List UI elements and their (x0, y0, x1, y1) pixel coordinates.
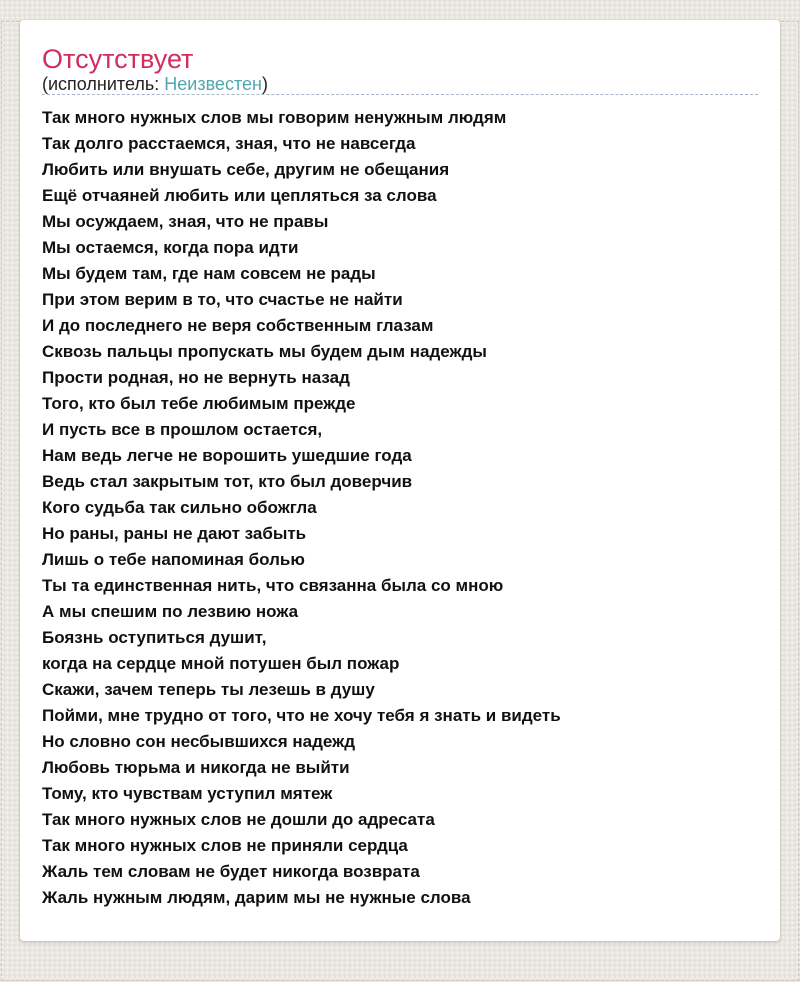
lyric-line: Нам ведь легче не ворошить ушедшие года (42, 446, 412, 465)
lyric-line: Мы будем там, где нам совсем не рады (42, 264, 376, 283)
lyric-line: Но словно сон несбывшихся надежд (42, 732, 355, 751)
lyric-line: Скажи, зачем теперь ты лезешь в душу (42, 680, 375, 699)
lyric-line: А мы спешим по лезвию ножа (42, 602, 299, 621)
lyrics-card (20, 20, 780, 941)
lyric-line: Так долго расстаемся, зная, что не навсегда (42, 134, 416, 153)
lyric-line: Жаль тем словам не будет никогда возврата (42, 862, 420, 881)
artist-label-close: ) (261, 74, 268, 94)
lyric-line: Но раны, раны не дают забыть (42, 524, 307, 543)
lyric-line: Ведь стал закрытым тот, кто был доверчив (42, 472, 413, 491)
lyric-line: когда на сердце мной потушен был пожар (42, 654, 400, 673)
song-header (42, 44, 758, 95)
lyric-line: И до последнего не веря собственным глазам (42, 316, 434, 335)
lyric-line: Мы осуждаем, зная, что не правы (42, 212, 329, 231)
lyric-line: Сквозь пальцы пропускать мы будем дым надежды (42, 342, 487, 361)
lyric-line: Лишь о тебе напоминая болью (42, 550, 305, 569)
lyric-line: Мы остаемся, когда пора идти (42, 238, 299, 257)
lyrics-text (42, 105, 758, 911)
lyric-line: Ты та единственная нить, что связанна была со мною (42, 576, 504, 595)
lyric-line: При этом верим в то, что счастье не найти (42, 290, 403, 309)
lyric-line: Любить или внушать себе, другим не обещания (42, 160, 450, 179)
lyrics-page (0, 20, 800, 982)
song-title: Отсутствует (42, 44, 194, 74)
lyric-line: Прости родная, но не вернуть назад (42, 368, 350, 387)
lyric-line: И пусть все в прошлом остается, (42, 420, 323, 439)
lyric-line: Кого судьба так сильно обожгла (42, 498, 317, 517)
lyric-line: Того, кто был тебе любимым прежде (42, 394, 356, 413)
lyric-line: Жаль нужным людям, дарим мы не нужные слова (42, 888, 471, 907)
artist-label-open: (исполнитель: (42, 74, 165, 94)
artist-line (42, 74, 758, 94)
lyric-line: Так много нужных слов мы говорим ненужным людям (42, 108, 507, 127)
lyric-line: Боязнь оступиться душит, (42, 628, 267, 647)
lyric-line: Любовь тюрьма и никогда не выйти (42, 758, 350, 777)
lyric-line: Так много нужных слов не дошли до адресата (42, 810, 435, 829)
artist-link[interactable]: Неизвестен (164, 74, 262, 94)
lyric-line: Так много нужных слов не приняли сердца (42, 836, 408, 855)
lyric-line: Ещё отчаяней любить или цепляться за слова (42, 186, 437, 205)
lyric-line: Тому, кто чувствам уступил мятеж (42, 784, 333, 803)
lyric-line: Пойми, мне трудно от того, что не хочу тебя я знать и видеть (42, 706, 561, 725)
